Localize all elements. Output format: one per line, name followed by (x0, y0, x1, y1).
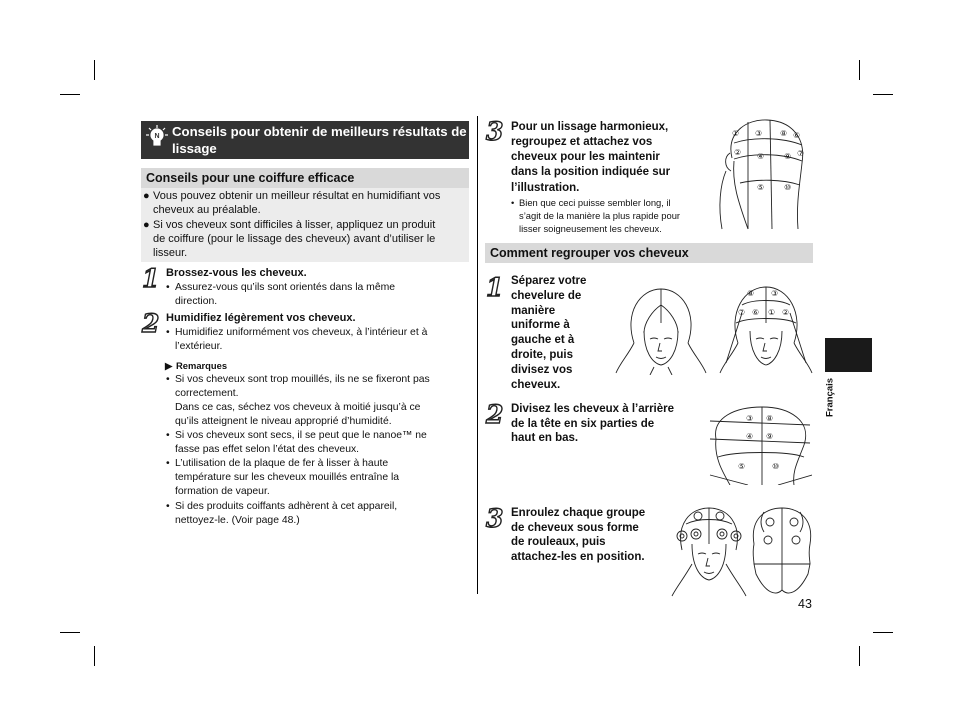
section-label: ⑦ (738, 308, 746, 317)
tip-line: Vous pouvez obtenir un meilleur résultat en humidifiant vos (153, 190, 441, 202)
crop-mark (60, 632, 80, 633)
step-line: regroupez et attachez vos (511, 136, 653, 148)
section-label: ⑧ (747, 289, 755, 298)
head-rollers-front-illustration (670, 504, 748, 598)
step-line: dans la position indiquée sur (511, 166, 671, 178)
step-number: 2 (142, 309, 160, 338)
remark-line: Dans ce cas, séchez vos cheveux à moitié jusqu’à ce (175, 402, 421, 413)
step-line: gauche et à (511, 334, 575, 346)
tip-bullet-marker: ● (143, 190, 150, 202)
remark-bullet-marker: • (166, 458, 170, 469)
step-line: divisez vos (511, 364, 573, 376)
remark-line: nettoyez-le. (Voir page 48.) (175, 515, 300, 526)
step-line: l’illustration. (511, 182, 580, 194)
remark-line: L’utilisation de la plaque de fer à lisser à haute (175, 458, 389, 469)
section-label: ③ (746, 414, 754, 423)
step-line: attachez-les en position. (511, 551, 645, 563)
step-line: Enroulez chaque groupe (511, 507, 646, 519)
note-line: lisser soigneusement les cheveux. (519, 223, 662, 234)
step-line: Séparez votre (511, 275, 587, 287)
crop-mark (60, 94, 80, 95)
step-number: 3 (486, 117, 504, 146)
crop-mark (94, 646, 95, 666)
crop-mark (94, 60, 95, 80)
step-bullet-marker: • (166, 327, 170, 338)
page-number: 43 (798, 597, 812, 611)
section-label: ④ (757, 152, 765, 161)
language-label-container (818, 372, 842, 428)
remark-line: correctement. (175, 388, 239, 399)
section-label: ② (782, 308, 790, 317)
remark-line: Si vos cheveux sont trop mouillés, ils ne se fixeront pas (175, 374, 430, 385)
head-six-sections-illustration (718, 283, 814, 375)
remarks-arrow-icon: ▶ (165, 360, 173, 371)
section-label: ③ (755, 129, 763, 138)
section-label: ⑦ (797, 149, 805, 158)
step-line: uniforme à (511, 319, 570, 331)
section-label: ⑩ (772, 462, 780, 471)
section-label: ⑥ (752, 308, 760, 317)
remark-line: Si vos cheveux sont secs, il se peut que le nanoe™ ne (175, 430, 427, 441)
section-label: ⑨ (766, 432, 774, 441)
crop-mark (873, 94, 893, 95)
step-line: Humidifiez uniformément vos cheveux, à l’intérieur et à (175, 327, 428, 338)
section-label: ① (768, 308, 776, 317)
section-title: Conseils pour obtenir de meilleurs résultats de lissage (172, 124, 467, 156)
remark-line: température sur les cheveux mouillés entraîne la (175, 472, 400, 483)
step-number: 3 (486, 504, 504, 533)
section-label: ⑧ (780, 129, 788, 138)
step-title: Brossez-vous les cheveux. (166, 267, 307, 279)
step-line: Assurez-vous qu’ils sont orientés dans la même (175, 282, 396, 293)
step-line: droite, puis (511, 349, 573, 361)
section-label: ⑨ (784, 152, 792, 161)
lightbulb-icon (145, 124, 169, 148)
section-header (141, 121, 469, 159)
step-bullet-marker: • (166, 282, 170, 293)
step-line: Pour un lissage harmonieux, (511, 121, 669, 133)
step-line: cheveux pour les maintenir (511, 151, 660, 163)
step-number: 1 (142, 264, 160, 293)
step-title: Humidifiez légèrement vos cheveux. (166, 312, 356, 324)
step-number: 1 (486, 273, 504, 302)
section-label: ③ (771, 289, 779, 298)
crop-mark (859, 646, 860, 666)
column-divider (477, 116, 478, 594)
tip-line: Si vos cheveux sont difficiles à lisser, appliquez un produit (153, 219, 436, 231)
section-label: ⑥ (793, 131, 801, 140)
tip-bullet-marker: ● (143, 219, 150, 231)
language-tab (825, 338, 872, 372)
section-label: ② (734, 148, 742, 157)
step-line: chevelure de (511, 290, 582, 302)
section-label: ① (732, 129, 740, 138)
remark-line: Si des produits coiffants adhèrent à cet appareil, (175, 501, 398, 512)
tips-heading: Conseils pour une coiffure efficace (141, 168, 469, 188)
section-label: ⑤ (757, 183, 765, 192)
step-line: de rouleaux, puis (511, 536, 606, 548)
step-line: l’extérieur. (175, 341, 223, 352)
remarks-title: Remarques (176, 360, 228, 371)
group-heading: Comment regrouper vos cheveux (485, 243, 813, 263)
step-number: 2 (486, 400, 504, 429)
step-line: Divisez les cheveux à l’arrière (511, 403, 675, 415)
section-label: ④ (746, 432, 754, 441)
remark-bullet-marker: • (166, 501, 170, 512)
note-line: s’agit de la manière la plus rapide pour (519, 210, 681, 221)
remark-line: qu’ils atteignent le niveau approprié d’humidité. (175, 416, 392, 427)
step-line: haut en bas. (511, 432, 579, 444)
back-head-six-parts-illustration (708, 405, 812, 485)
crop-mark (859, 60, 860, 80)
language-label: Français (824, 377, 836, 418)
tip-line: de coiffure (pour le lissage des cheveux) avant d’utiliser le (153, 233, 436, 245)
remark-line: fasse pas effet selon l’état des cheveux. (175, 444, 360, 455)
head-rollers-back-illustration (748, 504, 816, 598)
tip-line: lisseur. (153, 247, 188, 259)
tip-line: cheveux au préalable. (153, 204, 261, 216)
svg-text:N: N (154, 133, 160, 140)
remark-bullet-marker: • (166, 430, 170, 441)
step-line: de cheveux sous forme (511, 522, 639, 534)
step-line: de la tête en six parties de (511, 418, 655, 430)
section-label: ⑧ (766, 414, 774, 423)
remark-bullet-marker: • (166, 374, 170, 385)
remark-line: formation de vapeur. (175, 486, 270, 497)
back-head-sections-illustration (712, 113, 812, 231)
section-label: ⑤ (738, 462, 746, 471)
head-center-part-illustration (614, 283, 708, 375)
section-label: ⑩ (784, 183, 792, 192)
step-line: direction. (175, 296, 218, 307)
note-bullet-marker: • (511, 197, 515, 208)
step-line: manière (511, 305, 556, 317)
note-line: Bien que ceci puisse sembler long, il (519, 197, 671, 208)
crop-mark (873, 632, 893, 633)
step-line: cheveux. (511, 379, 561, 391)
